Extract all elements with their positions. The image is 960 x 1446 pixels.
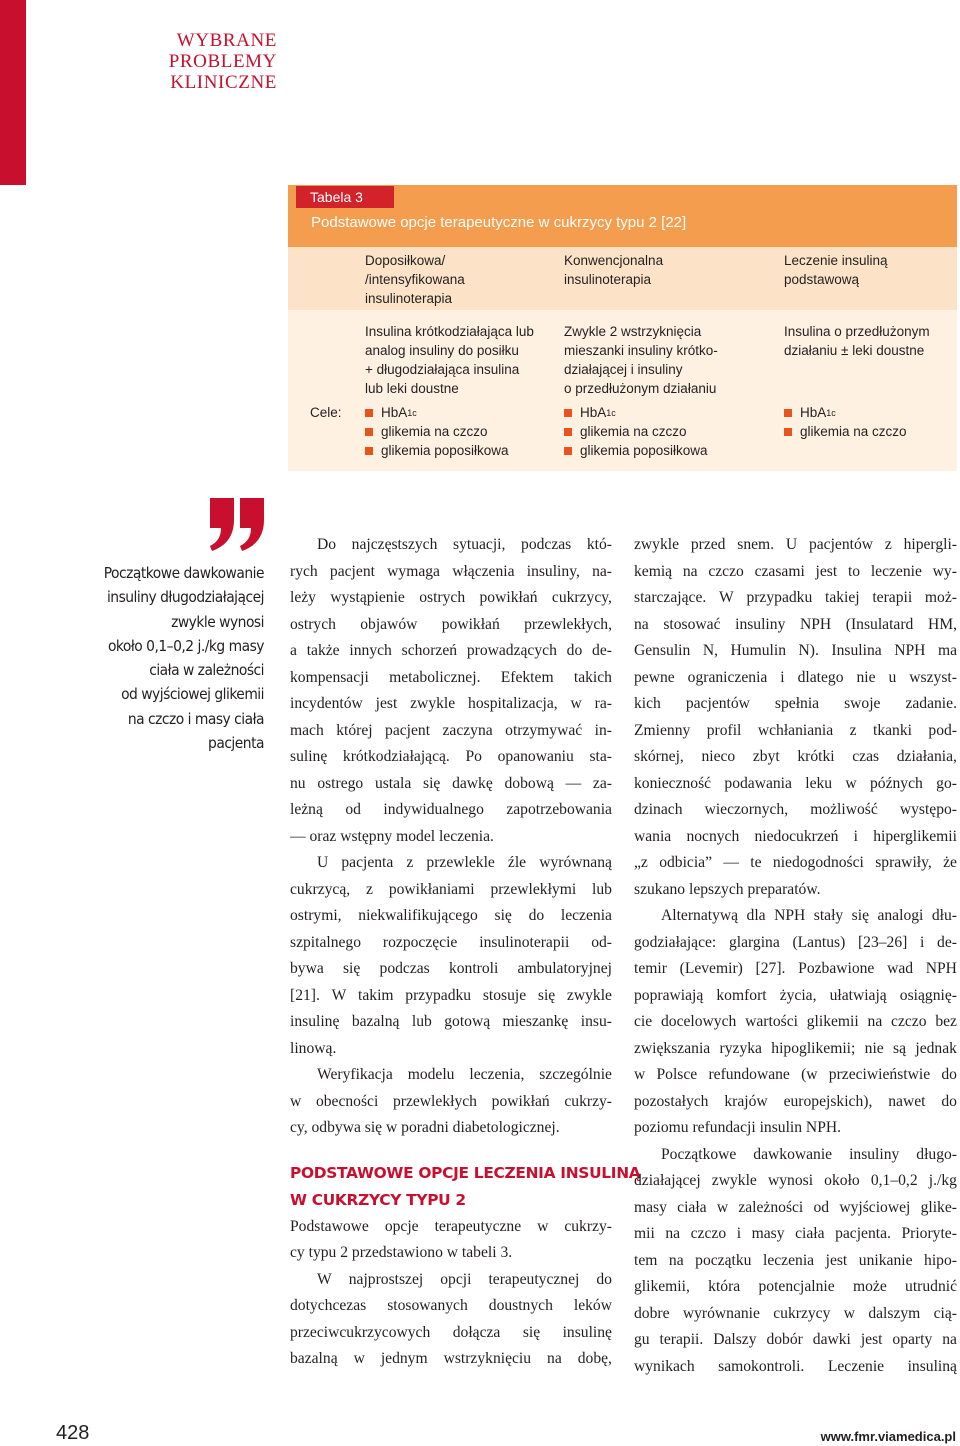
text-line: zwykle przed snem. U pacjentów z hipergli- <box>634 536 957 553</box>
text-line: leżną od indywidualnego zapotrzebowania <box>290 801 612 818</box>
text-line: Gensulin N, Humulin N). Insulina NPH ma <box>634 642 957 659</box>
text-line: w obecności przewlekłych powikłań cukrzy- <box>290 1092 612 1110</box>
header-line: /intensyfikowana <box>365 272 465 287</box>
goal-text: glikemia na czczo <box>580 424 687 439</box>
text-line: ostrych objawów powikłań przewlekłych, <box>290 615 612 633</box>
text-line: nu ostrego ustala się dawkę dobową — za- <box>290 774 612 792</box>
goal-item <box>564 441 708 460</box>
text-line: wania nocnych niedocukrzeń i hiperglikemii <box>634 827 957 845</box>
text-line: glikemii, która potencjalnie może utrudnić <box>634 1278 957 1295</box>
paragraph <box>290 1214 612 1267</box>
pull-quote-line: pacjenta <box>208 734 264 753</box>
text-line: insulinę bazalną lub gotową mieszankę insu- <box>290 1013 612 1030</box>
text-line: kompensacji metabolicznej. Efektem takich <box>290 668 612 686</box>
goal-item: HbA 1c <box>365 403 509 422</box>
paragraph <box>290 1062 612 1142</box>
section-heading <box>290 1160 641 1214</box>
text-line: linową. <box>290 1039 337 1057</box>
text-line: cy, odbywa się w poradni diabetologicznej. <box>290 1119 560 1136</box>
text-line: w Polsce refundowane (w przeciwieństwie do <box>634 1066 957 1083</box>
page-number: 428 <box>56 1422 90 1444</box>
section-label <box>37 30 277 93</box>
text-line: bazalną w jednym wstrzyknięciu na dobę, <box>290 1350 612 1367</box>
pull-quote-line: od wyjściowej glikemii <box>121 685 264 704</box>
text-line: — oraz wstępny model leczenia. <box>290 827 494 845</box>
text-line: Zmienny profil wchłaniania z tkanki pod- <box>634 721 957 739</box>
pull-quote-line: około 0,1–0,2 j./kg masy <box>107 636 264 655</box>
text-line: zwiększania ryzyka hipoglikemii; nie są jednak <box>634 1039 957 1057</box>
table-column-header-3 <box>784 251 888 289</box>
text-line: ostrymi, niekwalifikującego się do leczenia <box>290 907 612 924</box>
table-goals-2 <box>564 403 708 460</box>
heading-line: PODSTAWOWE OPCJE LECZENIA INSULINĄ <box>290 1163 641 1182</box>
goal-text: glikemia poposiłkowa <box>580 443 708 458</box>
paragraph <box>290 532 612 850</box>
goal-text: HbA <box>580 405 607 420</box>
heading-line: W CUKRZYCY TYPU 2 <box>290 1190 466 1209</box>
text-line: cukrzycą, z powikłaniami przewlekłymi lub <box>290 880 612 898</box>
cell-line: działającej i insuliny <box>564 362 683 377</box>
text-line: kich pacjentów spełnia swoje zadanie. <box>634 695 957 712</box>
cell-line: Zwykle 2 wstrzyknięcia <box>564 324 702 339</box>
quotation-mark-icon <box>206 496 268 552</box>
paragraph <box>634 532 957 903</box>
text-line: na stosować insuliny NPH (Insulatard HM, <box>634 615 957 633</box>
text-line: U pacjenta z przewlekle źle wyrównaną <box>317 854 612 871</box>
text-line: poprawiają komfort życia, ułatwiają osiągnię- <box>634 986 957 1004</box>
table-goals-3 <box>784 403 907 441</box>
text-line: Weryfikacja modelu leczenia, szczególnie <box>317 1066 612 1083</box>
table-label: Tabela 3 <box>296 186 394 208</box>
header-line: Leczenie insuliną <box>784 253 888 268</box>
pull-quote-line: Początkowe dawkowanie <box>103 564 264 582</box>
goal-item: HbA 1c <box>564 403 708 422</box>
bullet-square-icon <box>784 428 792 436</box>
text-line: starczające. W przypadku takiej terapii moż- <box>634 589 957 606</box>
goal-text: glikemia na czczo <box>800 424 907 439</box>
paragraph <box>634 1142 957 1381</box>
text-line: tem na początku leczenia jest unikanie hipo- <box>634 1251 957 1269</box>
text-line: pozostałych krajów europejskich), nawet do <box>634 1092 957 1110</box>
goal-text: HbA <box>381 405 408 420</box>
pull-quote-line: zwykle wynosi <box>171 612 264 631</box>
section-label-line: KLINICZNE <box>170 72 277 93</box>
bullet-square-icon <box>564 428 572 436</box>
pull-quote-line: na czczo i masy ciała <box>127 709 264 728</box>
text-line: mach której pacjent zaczyna otrzymywać in- <box>290 721 612 739</box>
header-line: Doposiłkowa/ <box>365 253 446 268</box>
table-title: Podstawowe opcje terapeutyczne w cukrzycy typu 2 [22] <box>311 214 687 231</box>
goal-item <box>365 441 509 460</box>
cell-line: Insulina krótkodziałająca lub <box>365 324 534 339</box>
cell-line: mieszanki insuliny krótko- <box>564 343 718 358</box>
text-line: działającej zwykle wynosi około 0,1–0,2 j./kg <box>634 1172 957 1189</box>
paragraph <box>290 1267 612 1373</box>
pull-quote <box>34 561 264 755</box>
paragraph <box>634 903 957 1142</box>
text-line: Alternatywą dla NPH stały się analogi dłu- <box>661 907 957 924</box>
cell-line: Insulina o przedłużonym <box>784 324 930 339</box>
goal-text: glikemia na czczo <box>381 424 488 439</box>
cell-line: działaniu ± leki doustne <box>784 343 925 358</box>
text-line: incydentów jest zwykle hospitalizacja, w ra- <box>290 695 612 712</box>
text-line: cie docelowych wartości glikemii na czczo bez <box>634 1013 957 1030</box>
body-column-1 <box>290 532 641 1373</box>
text-line: dobre wyrównanie cukrzycy w dalszym cią- <box>634 1304 957 1322</box>
body-column-2 <box>634 532 957 1380</box>
cell-line: analog insuliny do posiłku <box>365 343 519 358</box>
text-line: rych pacjent wymaga włączenia insuliny, na- <box>290 562 612 580</box>
text-line: kemią na czczo czasami jest to leczenie wy- <box>634 562 957 580</box>
text-line: W najprostszej opcji terapeutycznej do <box>317 1270 612 1288</box>
text-line: szukano lepszych preparatów. <box>634 880 821 898</box>
text-line: skórnej, nieco zbyt krótki czas działania, <box>634 748 957 765</box>
text-line: dzinach wieczornych, możliwość występo- <box>634 801 957 818</box>
text-line: Początkowe dawkowanie insuliny długo- <box>661 1145 957 1163</box>
bullet-square-icon <box>365 447 373 455</box>
section-label-line: WYBRANE <box>176 30 277 51</box>
goal-item <box>564 422 708 441</box>
text-line: a także innych schorzeń prowadzących do de- <box>290 642 612 659</box>
heading-spacer <box>290 1142 612 1160</box>
text-line: pewne ograniczenia i dlatego nie u wszyst- <box>634 668 957 686</box>
goal-item <box>784 422 907 441</box>
goals-label: Cele: <box>310 405 342 420</box>
header-line: insulinoterapia <box>564 272 652 287</box>
bullet-square-icon <box>564 409 572 417</box>
text-line: dotychcezas stosowanych doustnych leków <box>290 1297 612 1314</box>
section-label-line: PROBLEMY <box>168 51 277 72</box>
text-line: Do najczęstszych sytuacji, podczas któ- <box>317 536 612 553</box>
table-column-header-2 <box>564 251 663 289</box>
text-line: cy typu 2 przedstawiono w tabeli 3. <box>290 1244 513 1261</box>
text-line: gu terapii. Dalszy dobór dawki jest oparty na <box>634 1331 957 1348</box>
text-line: wynikach samokontroli. Leczenie insuliną <box>634 1357 957 1375</box>
paragraph <box>290 850 612 1062</box>
bullet-square-icon <box>564 447 572 455</box>
text-line: mii na czczo i masy ciała pacjenta. Prioryte- <box>634 1225 957 1242</box>
site-url[interactable]: www.fmr.viamedica.pl <box>820 1429 956 1444</box>
text-line: leży wystąpienie ostrych powikłań cukrzycy, <box>290 589 612 606</box>
text-line: poziomu refundacji insulin NPH. <box>634 1119 842 1136</box>
text-line: temir (Levemir) [27]. Pozbawione wad NPH <box>634 960 957 977</box>
cell-line: lub leki doustne <box>365 381 459 396</box>
goal-item <box>365 422 509 441</box>
pull-quote-line: ciała w zależności <box>149 661 264 680</box>
bullet-square-icon <box>784 409 792 417</box>
text-line: szpitalnego rozpoczęcie insulinoterapii od- <box>290 933 612 951</box>
text-line: „z odbicia” — te niedogodności sprawiły, że <box>634 854 957 871</box>
goal-text: glikemia poposiłkowa <box>381 443 509 458</box>
text-line: Podstawowe opcje terapeutyczne w cukrzy- <box>290 1217 612 1235</box>
table-column-header-1 <box>365 251 465 308</box>
table-cell-description-2 <box>564 322 718 398</box>
goal-item: HbA 1c <box>784 403 907 422</box>
bullet-square-icon <box>365 428 373 436</box>
text-line: masy ciała w zależności od wyjściowej glike- <box>634 1198 957 1216</box>
header-line: insulinoterapia <box>365 291 453 306</box>
text-line: konieczność podawania leku w późnych go- <box>634 774 957 792</box>
table-cell-description-3 <box>784 322 930 360</box>
table-goals-1 <box>365 403 509 460</box>
header-line: podstawową <box>784 272 860 287</box>
text-line: godziałające: glargina (Lantus) [23–26] i de- <box>634 933 957 951</box>
text-line: przeciwcukrzycowych dołącza się insulinę <box>290 1323 612 1341</box>
cell-line: + długodziałająca insulina <box>365 362 520 377</box>
goal-text: HbA <box>800 405 827 420</box>
header-line: Konwencjonalna <box>564 253 664 268</box>
text-line: [21]. W takim przypadku stosuje się zwykle <box>290 986 612 1004</box>
table-cell-description-1 <box>365 322 534 398</box>
section-color-bar <box>0 0 26 185</box>
bullet-square-icon <box>365 409 373 417</box>
text-line: sulinę krótkodziałającą. Po opanowaniu sta- <box>290 748 612 765</box>
text-line: bywa się podczas kontroli ambulatoryjnej <box>290 960 612 977</box>
pull-quote-line: insuliny długodziałającej <box>106 588 264 607</box>
cell-line: o przedłużonym działaniu <box>564 381 717 396</box>
